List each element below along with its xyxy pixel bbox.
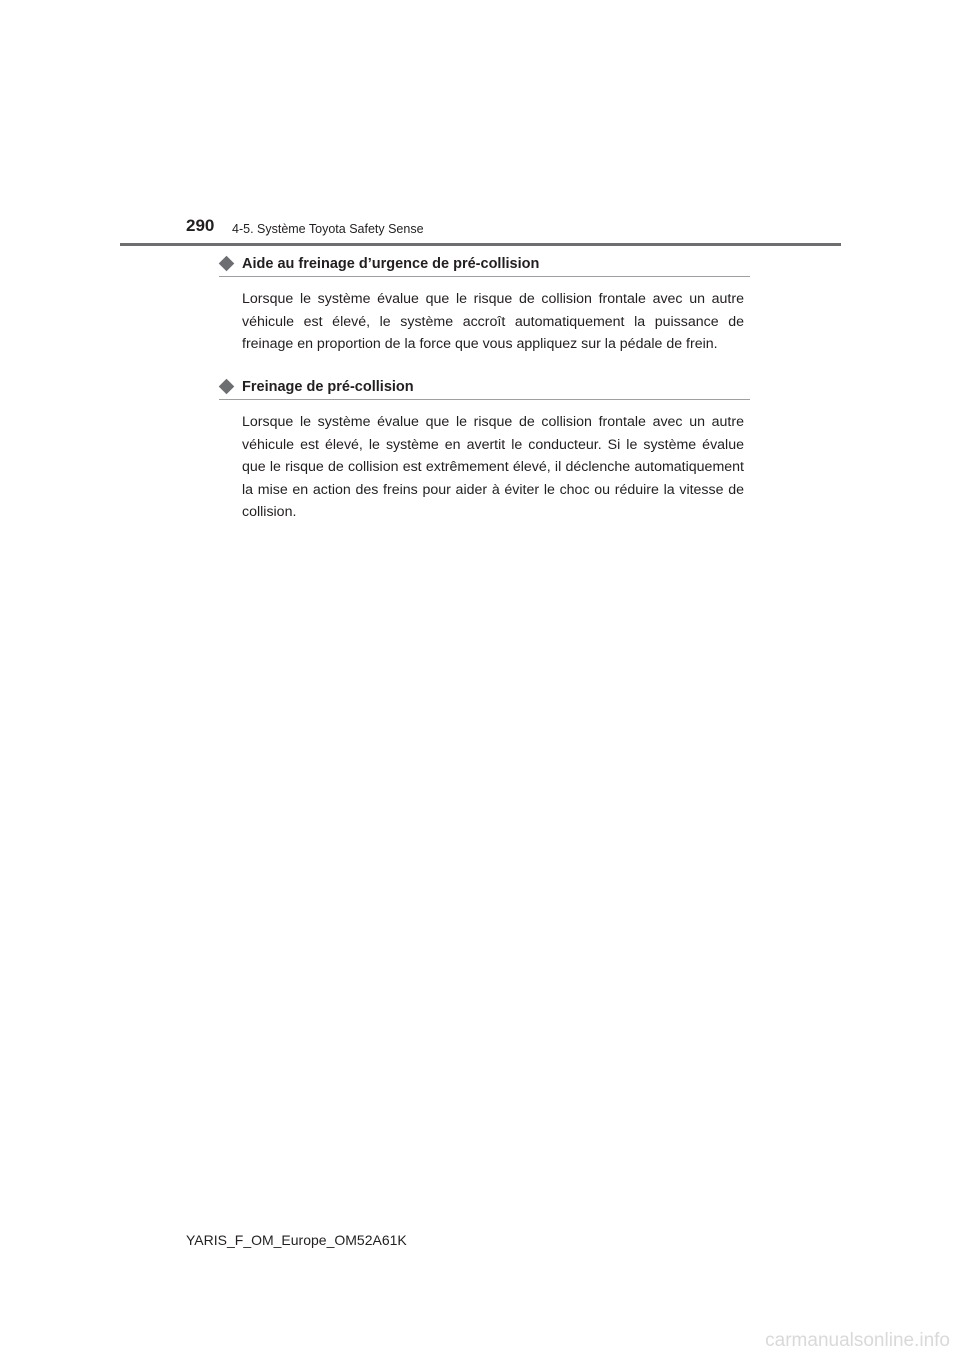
section-heading (219, 378, 750, 400)
section-heading-text: Freinage de pré-collision (242, 379, 414, 395)
running-head: 4-5. Système Toyota Safety Sense (232, 222, 424, 236)
section-body-text: Lorsque le système évalue que le risque de collision frontale avec un autre véhicule est élevé, le système accroît automatiquement la puissance de freinage en proportion de la force que vous appliquez sur la pédale de frein. (242, 291, 744, 352)
document-code: YARIS_F_OM_Europe_OM52A61K (186, 1232, 407, 1248)
page-number: 290 (186, 216, 215, 235)
section-body-text: Lorsque le système évalue que le risque de collision frontale avec un autre véhicule est élevé, le système en avertit le conducteur. Si le système évalue que le risque de collision est extrêmement élevé, il déclenche automatiquement la mise en action des freins pour aider à éviter le choc ou réduire la vitesse de collision. (242, 414, 744, 520)
header-rule (120, 243, 841, 246)
section-pre-collision-braking (219, 378, 750, 524)
diamond-bullet-icon (219, 379, 235, 395)
diamond-bullet-icon (219, 256, 235, 272)
section-heading (219, 255, 750, 277)
section-pre-collision-brake-assist (219, 255, 750, 356)
section-heading-text: Aide au freinage d’urgence de pré-collision (242, 256, 540, 272)
watermark: carmanualsonline.info (765, 1330, 950, 1351)
